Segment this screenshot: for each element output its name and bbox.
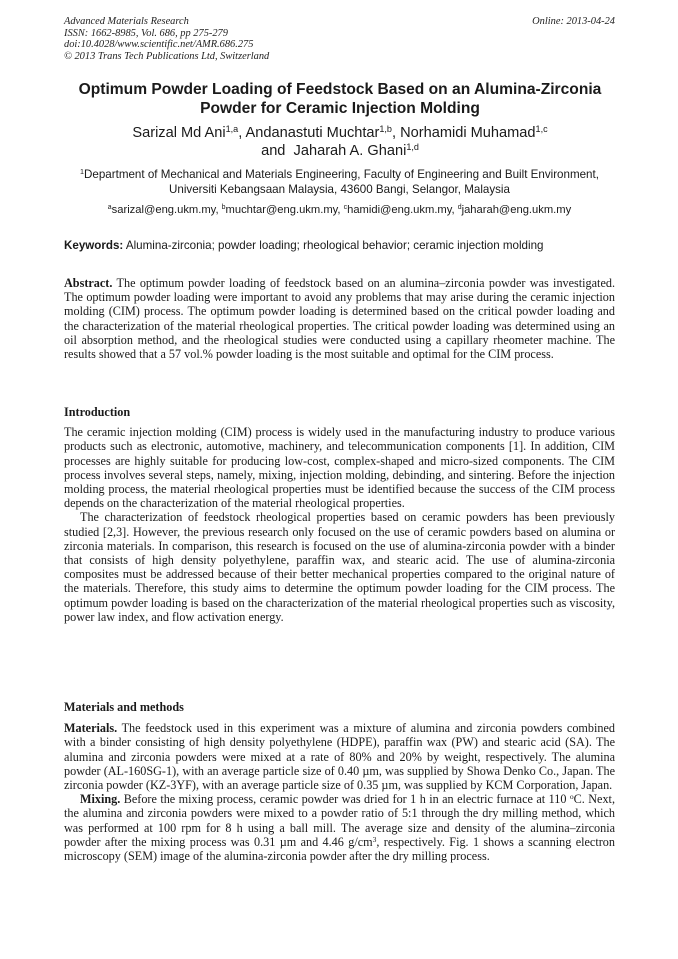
section-methods xyxy=(64,700,615,863)
author-and: and xyxy=(261,143,286,159)
online-date: Online: 2013-04-24 xyxy=(532,16,615,27)
issn-line: ISSN: 1662-8985, Vol. 686, pp 275-279 xyxy=(64,27,228,39)
abstract-label: Abstract. xyxy=(64,276,113,290)
keywords xyxy=(64,238,615,253)
keywords-text: Alumina-zirconia; powder loading; rheological behavior; ceramic injection molding xyxy=(125,239,544,252)
paragraph xyxy=(64,792,615,863)
affiliation xyxy=(64,167,615,197)
degree-sup: o xyxy=(569,792,574,802)
author-name: Norhamidi Muhamad xyxy=(400,125,536,141)
email-link[interactable]: jaharah@eng.ukm.my xyxy=(461,204,572,216)
author-sup: 1,c xyxy=(535,124,548,135)
section-heading: Introduction xyxy=(64,405,131,419)
section-heading: Materials and methods xyxy=(64,700,184,714)
paragraph-text: Before the mixing process, ceramic powder was dried for 1 h in an electric furnace at 110 xyxy=(123,792,570,807)
affiliation-text: Department of Mechanical and Materials Engineering, Faculty of Engineering and Built Environment, Universiti Kebangsaan Malaysia, 43600 Bangi, Selangor, Malaysia xyxy=(84,168,599,196)
author-name: Andanastuti Muchtar xyxy=(245,125,380,141)
paragraph-text: The feedstock used in this experiment was a mixture of alumina and zirconia powders combined with a binder consisting of high density polyethylene (HDPE), paraffin wax (PW) and stearic acid (SA). The alumina and zirconia powders were mixed at a rate of 80% and 20% by weight, respectively. The alumina powder (AL-160SG-1), with an average particle size of 0.40 µm, was supplied by Showa Denko Co., Japan. The zirconia powder (KZ-3YF), with an average particle size of 0.35 µm, was supplied by KCM Corporation, Japan. xyxy=(64,721,615,793)
author-sup: 1,a xyxy=(225,124,239,135)
author-sup: 1,b xyxy=(379,124,392,135)
email-link[interactable]: hamidi@eng.ukm.my xyxy=(347,204,452,216)
journal-name: Advanced Materials Research xyxy=(64,16,189,27)
keywords-label: Keywords: xyxy=(64,239,124,252)
paragraph: The ceramic injection molding (CIM) process is widely used in the manufacturing industry to produce various products such as electronic, automotive, machinery, and telecommunication components [1]. In addition, CIM processes are highly suitable for producing low-cost, complex-shaped and micro-sized components. The CIM process involves several steps, namely, mixing, injection molding, debinding, and sintering. Before the injection molding process, the material rheological properties must be identified because the success of the CIM process depends on the characterization of the material rheological properties. xyxy=(64,425,615,511)
section-introduction xyxy=(64,405,615,624)
abstract-text: The optimum powder loading of feedstock based on an alumina–zirconia powder was investigated. The optimum powder loading were important to avoid any problems that may arise during the ceramic injection molding (CIM) process. The optimum powder loading is determined based on the critical powder loading and the characterization of the material rheological properties. The critical powder loading was determined using an oil absorption method, and the rheological studies were conducted using a capillary rheometer machine. The results showed that a 57 vol.% powder loading is the most suitable and optimal for the CIM process. xyxy=(64,276,615,362)
paper-title: Optimum Powder Loading of Feedstock Based on an Alumina-Zirconia Powder for Ceramic Injection Molding xyxy=(78,81,602,117)
author-list: Sarizal Md Ani$^{1,a}$, Andanastuti Muchtar$^{1,b}$, Norhamidi Muhamad$^{1,c}$ and Jaharah A. Ghani$^{1,d}$ xyxy=(132,124,548,159)
doi-line: doi:10.4028/www.scientific.net/AMR.686.275 xyxy=(64,39,254,51)
author-name: Sarizal Md Ani xyxy=(132,125,226,141)
copyright-line: © 2013 Trans Tech Publications Ltd, Switzerland xyxy=(64,50,270,62)
cubic-sup: 3 xyxy=(372,834,377,844)
paragraph xyxy=(64,721,615,792)
author-sup: 1,d xyxy=(406,142,419,153)
subsection-label: Mixing. xyxy=(80,792,121,807)
paragraph-text: , respectively. Fig. 1 shows a scanning electron microscopy (SEM) image of the alumina-zirconia powder after the dry milling process. xyxy=(64,834,615,864)
paragraph-text: C. Next, the alumina and zirconia powders were mixed to a powder ratio of 5:1 through the dry milling method, which was performed at 100 rpm for 8 h using a ball mill. The average size and density of the alumina–zirconia powder after the mixing process was 0.31 µm and 4.46 g/cm xyxy=(64,792,615,849)
paragraph: The characterization of feedstock rheological properties based on ceramic powders has been previously studied [2,3]. However, the previous research only focused on the use of ceramic powders based on alumina or zirconia materials. In comparison, this research is focused on the use of alumina-zirconia powder with a binder that consists of high density polyethylene, paraffin wax, and stearic acid. The use of alumina-zirconia composites must be addressed because of their better mechanical properties compared to the original nature of the materials. Therefore, this study aims to determine the optimum powder loading for the CIM process. The optimum powder loading is based on the characterization of the material rheological properties such as viscosity, power law index, and flow activation energy. xyxy=(64,510,615,624)
affiliation-sup: 1 xyxy=(80,167,85,177)
subsection-label: Materials. xyxy=(64,721,118,736)
email-link[interactable]: sarizal@eng.ukm.my xyxy=(111,204,216,216)
author-name: Jaharah A. Ghani xyxy=(293,143,407,159)
email-link[interactable]: muchtar@eng.ukm.my xyxy=(225,204,338,216)
email-list: $^a$sarizal@eng.ukm.my, $^b$muchtar@eng.ukm.my, $^c$hamidi@eng.ukm.my, $^d$jaharah@eng.ukm.my xyxy=(107,204,572,216)
abstract xyxy=(64,276,615,361)
